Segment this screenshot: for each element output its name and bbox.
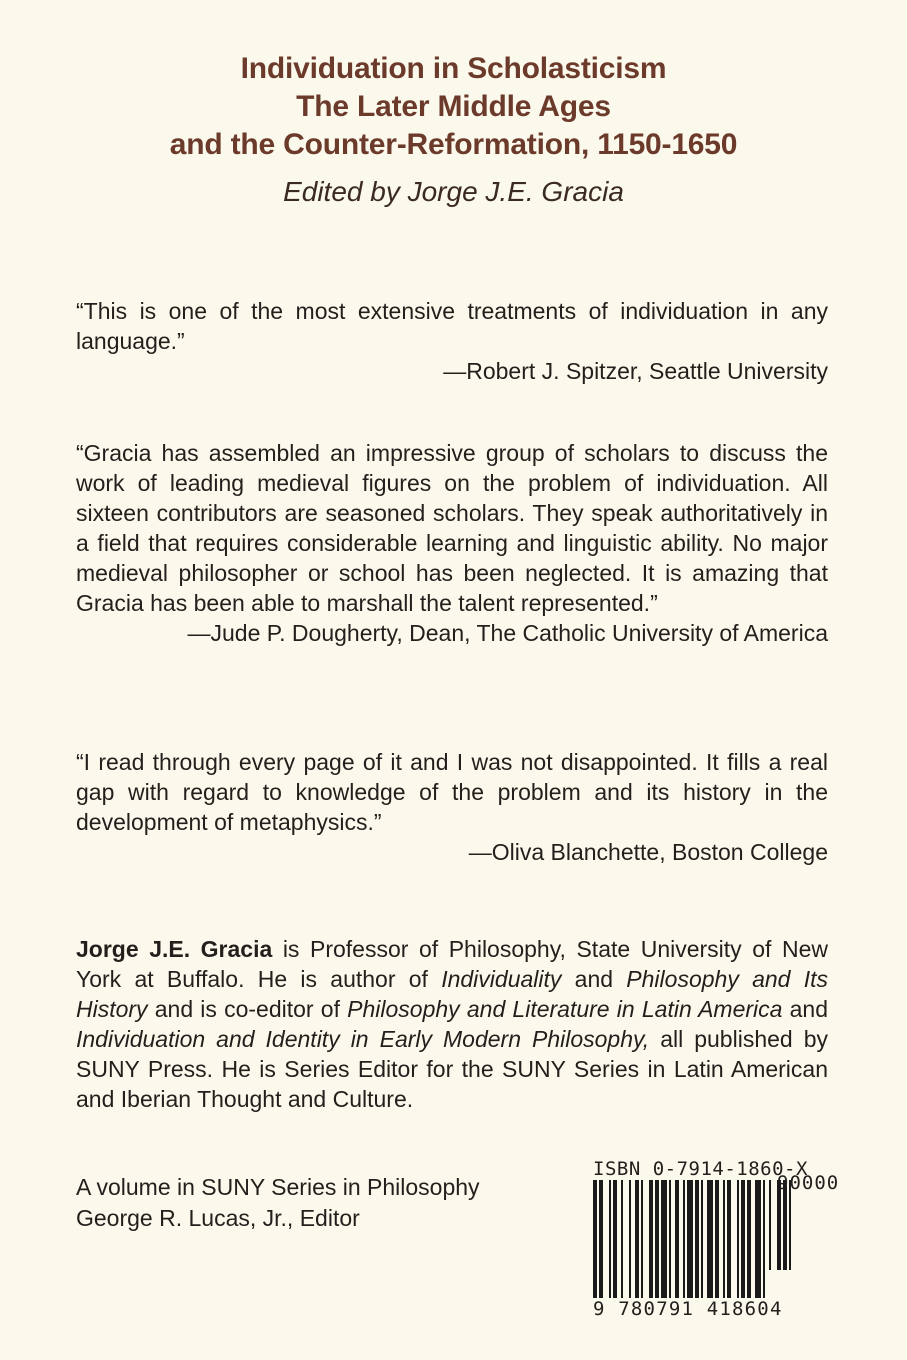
barcode-bar xyxy=(715,1180,719,1298)
barcode-bar xyxy=(727,1180,731,1298)
book-title: Individuality xyxy=(441,966,562,992)
quote-3 xyxy=(76,747,828,867)
barcode-bar xyxy=(707,1180,713,1298)
book-title: Philosophy and Its History xyxy=(76,966,828,1022)
title-block xyxy=(0,50,907,210)
barcode-bar xyxy=(641,1180,643,1298)
barcode-bar xyxy=(763,1180,765,1298)
title-line-2: The Later Middle Ages xyxy=(296,90,611,123)
barcode-bar xyxy=(741,1180,745,1298)
barcode-bar xyxy=(769,1180,771,1270)
barcode-digits: 9 780791 418604 xyxy=(593,1298,783,1320)
book-title: Individuation and Identity in Early Modern Philosophy, xyxy=(76,1026,650,1052)
barcode-bar xyxy=(609,1180,611,1298)
title-line-1: Individuation in Scholasticism xyxy=(240,52,667,85)
author-bio xyxy=(76,934,828,1114)
barcode-bar xyxy=(661,1180,667,1298)
barcode-bar xyxy=(613,1180,617,1298)
quote-1 xyxy=(76,296,828,386)
barcode-bar xyxy=(695,1180,699,1298)
quote-attribution: —Jude P. Dougherty, Dean, The Catholic University of America xyxy=(187,620,828,646)
barcode-bar xyxy=(701,1180,703,1298)
barcode-icon xyxy=(593,1180,843,1298)
quote-text: “Gracia has assembled an impressive group of scholars to discuss the work of leading medieval figures on the problem of individuation. All sixteen contributors are seasoned scholars. They speak authoritatively in a field that requires considerable learning and linguistic ability. No major medieval philosopher or school has been neglected. It is amazing that Gracia has been able to marshall the talent represented.” xyxy=(76,440,828,616)
barcode-bar xyxy=(655,1180,659,1298)
barcode-bar xyxy=(723,1180,725,1298)
barcode-bar xyxy=(669,1180,671,1298)
quote-text: “This is one of the most extensive treatments of individuation in any language.” xyxy=(76,298,828,354)
series-line: A volume in SUNY Series in Philosophy xyxy=(76,1174,480,1200)
barcode-bar xyxy=(747,1180,751,1298)
barcode-bar xyxy=(683,1180,685,1298)
isbn-barcode xyxy=(593,1158,843,1323)
editor-credit: Edited by Jorge J.E. Gracia xyxy=(283,176,624,207)
bio-text: all published by SUNY Press. He is Series Editor for the SUNY Series in Latin American and Iberian Thought and Culture. xyxy=(76,1026,828,1112)
quote-attribution: —Oliva Blanchette, Boston College xyxy=(468,839,828,865)
price-code: 90000 xyxy=(777,1172,840,1194)
book-title: Philosophy and Literature in Latin America xyxy=(347,996,783,1022)
barcode-bar xyxy=(737,1180,739,1298)
isbn-label: ISBN 0-7914-1860-X xyxy=(593,1158,808,1180)
bio-text: and is co-editor of xyxy=(147,996,348,1022)
barcode-bar xyxy=(599,1180,603,1298)
series-note xyxy=(76,1172,480,1234)
barcode-bar xyxy=(629,1180,631,1298)
series-editor-line: George R. Lucas, Jr., Editor xyxy=(76,1205,360,1231)
barcode-bar xyxy=(621,1180,623,1298)
bio-text: and xyxy=(561,966,627,992)
bio-text: is Professor of Philosophy, State University of New York at Buffalo. He is author of xyxy=(76,936,828,992)
barcode-bar xyxy=(687,1180,693,1298)
barcode-bar xyxy=(649,1180,653,1298)
barcode-bar xyxy=(675,1180,679,1298)
bio-text: and xyxy=(782,996,828,1022)
barcode-bar xyxy=(635,1180,639,1298)
author-name: Jorge J.E. Gracia xyxy=(76,936,273,962)
barcode-bar xyxy=(755,1180,761,1298)
quote-attribution: —Robert J. Spitzer, Seattle University xyxy=(443,358,828,384)
barcode-bar xyxy=(593,1180,597,1298)
title-line-3: and the Counter-Reformation, 1150-1650 xyxy=(169,128,738,161)
quote-2 xyxy=(76,438,828,648)
quote-text: “I read through every page of it and I was not disappointed. It fills a real gap with regard to knowledge of the problem and its history in the development of metaphysics.” xyxy=(76,749,828,835)
